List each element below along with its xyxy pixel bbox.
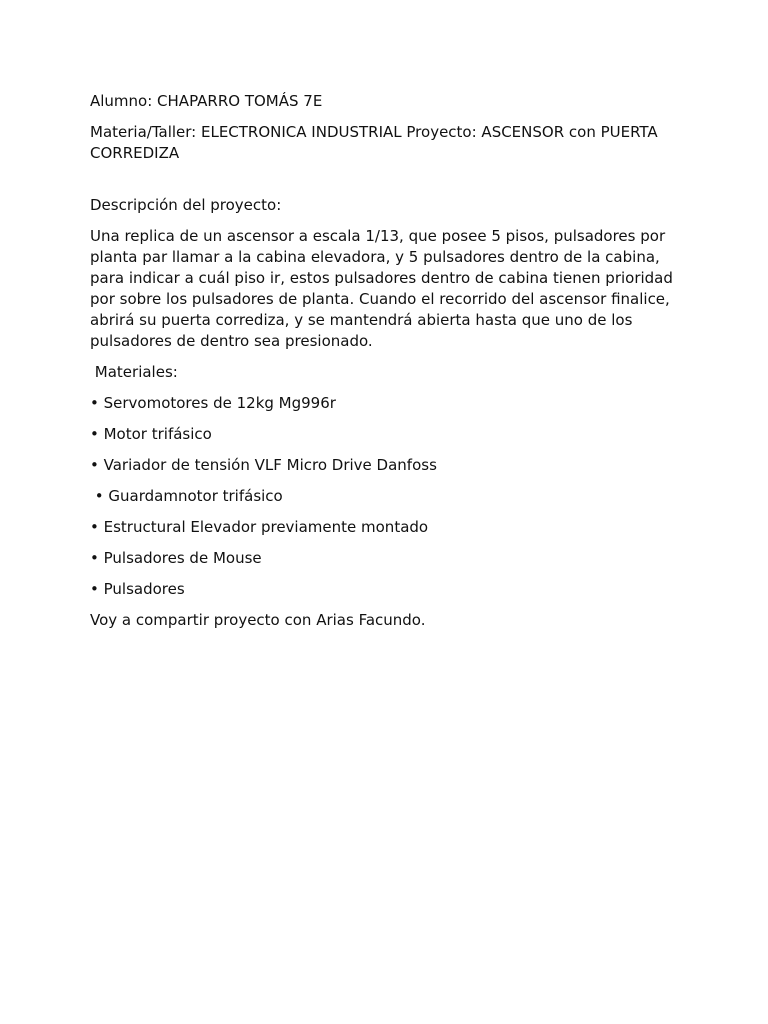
material-item: • Variador de tensión VLF Micro Drive Danfoss	[90, 456, 437, 474]
description-heading: Descripción del proyecto:	[90, 196, 282, 214]
materials-heading: Materiales:	[90, 363, 178, 381]
student-line: Alumno: CHAPARRO TOMÁS 7E	[90, 92, 323, 110]
materials-list	[90, 393, 685, 600]
material-item: • Motor trifásico	[90, 425, 212, 443]
subject-line: Materia/Taller: ELECTRONICA INDUSTRIAL Proyecto: ASCENSOR con PUERTA CORREDIZA	[90, 123, 663, 162]
material-item: • Guardamnotor trifásico	[90, 487, 283, 505]
material-item: • Estructural Elevador previamente montado	[90, 518, 429, 536]
material-item: • Pulsadores	[90, 580, 185, 598]
material-item: • Pulsadores de Mouse	[90, 549, 262, 567]
closing-line: Voy a compartir proyecto con Arias Facundo.	[90, 611, 426, 629]
blank-line	[90, 174, 685, 195]
description-body: Una replica de un ascensor a escala 1/13, que posee 5 pisos, pulsadores por planta par llamar a la cabina elevadora, y 5 pulsadores dentro de la cabina, para indicar a cuál piso ir, estos pulsadores dentro de cabina tienen prioridad por sobre los pulsadores de planta. Cuando el recorrido del ascensor finalice, abrirá su puerta corrediza, y se mantendrá abierta hasta que uno de los pulsadores de dentro sea presionado.	[90, 227, 678, 350]
material-item: • Servomotores de 12kg Mg996r	[90, 394, 336, 412]
document-body	[90, 91, 685, 641]
